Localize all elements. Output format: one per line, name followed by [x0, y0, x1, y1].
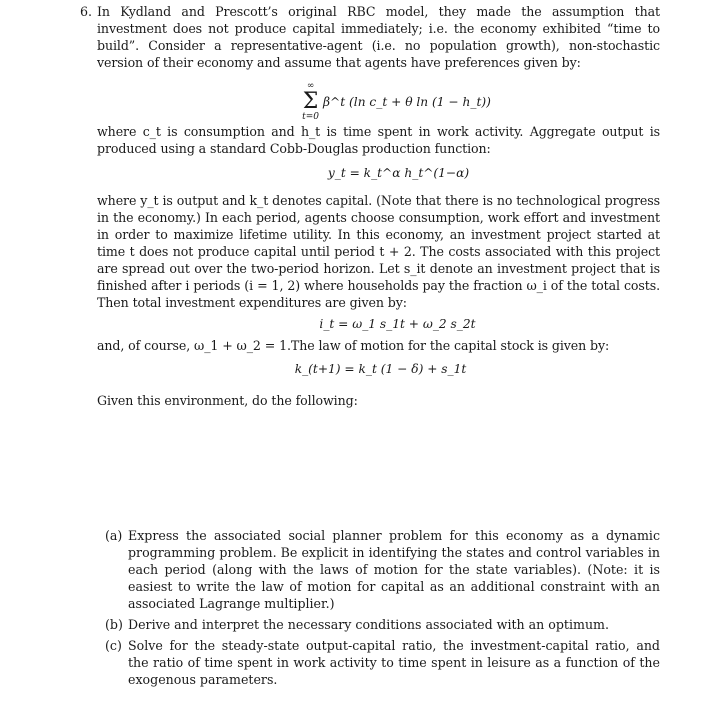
- subquestion-c: [105, 637, 660, 688]
- intro-paragraph: In Kydland and Prescott’s original RBC model, they made the assumption that investment does not produce capital immediately; i.e. the economy exhibited “time to build”. Consider a representative-agent (i.e. no population growth), non-stochastic version of their economy and assume that agents have preferences given by:: [97, 4, 660, 70]
- preferences-equation: [133, 77, 660, 121]
- subquestion-text: Solve for the steady-state output-capital ratio, the investment-capital ratio, and the ratio of time spent in work activity to time spent in leisure as a function of the exogenous parameters.: [128, 638, 660, 687]
- problem-number: 6.: [80, 4, 93, 19]
- subquestion-b: [105, 616, 660, 633]
- sum-upper-limit: ∞: [306, 81, 315, 91]
- subquestion-label: (a): [105, 528, 123, 543]
- production-equation: y_t = k_t^α h_t^(1−α): [327, 166, 470, 180]
- sigma-symbol: Σ: [302, 89, 319, 114]
- utility-expression: β^t (ln c_t + θ ln (1 − h_t)): [323, 95, 491, 109]
- summation-operator: [302, 82, 319, 122]
- instructions-paragraph: Given this environment, do the following:: [97, 393, 358, 408]
- consumption-paragraph: where c_t is consumption and h_t is time spent in work activity. Aggregate output is produced using a standard Cobb-Douglas production function:: [97, 124, 660, 156]
- subquestion-text: Derive and interpret the necessary conditions associated with an optimum.: [128, 617, 609, 632]
- subquestions-list: [105, 527, 660, 692]
- weights-paragraph: and, of course, ω_1 + ω_2 = 1.The law of motion for the capital stock is given by:: [97, 338, 610, 353]
- investment-equation: i_t = ω_1 s_1t + ω_2 s_2t: [319, 317, 476, 331]
- subquestion-a: [105, 527, 660, 612]
- sum-lower-limit: t=0: [302, 112, 320, 122]
- subquestion-text: Express the associated social planner problem for this economy as a dynamic programming problem. Be explicit in identifying the states and control variables in each period (along with the laws of motion for the state variables). (Note: it is easiest to write the law of motion for capital as an additional constraint with an associated Lagrange multiplier.): [128, 528, 660, 611]
- capital-law-equation: k_(t+1) = k_t (1 − δ) + s_1t: [294, 362, 467, 376]
- problem-6: [80, 3, 660, 409]
- sum-expression: [302, 82, 491, 122]
- subquestion-label: (b): [105, 617, 123, 632]
- subquestion-label: (c): [105, 638, 122, 653]
- environment-paragraph: where y_t is output and k_t denotes capital. (Note that there is no technological progress in the economy.) In each period, agents choose consumption, work effort and investment in order to maximize lifetime utility. In this economy, an investment project started at time t does not produce capital until period t + 2. The costs associated with this project are spread out over the two-period horizon. Let s_it denote an investment project that is finished after i periods (i = 1, 2) where households pay the fraction ω_i of the total costs. Then total investment expenditures are given by:: [97, 193, 660, 310]
- problem-body: [97, 3, 660, 409]
